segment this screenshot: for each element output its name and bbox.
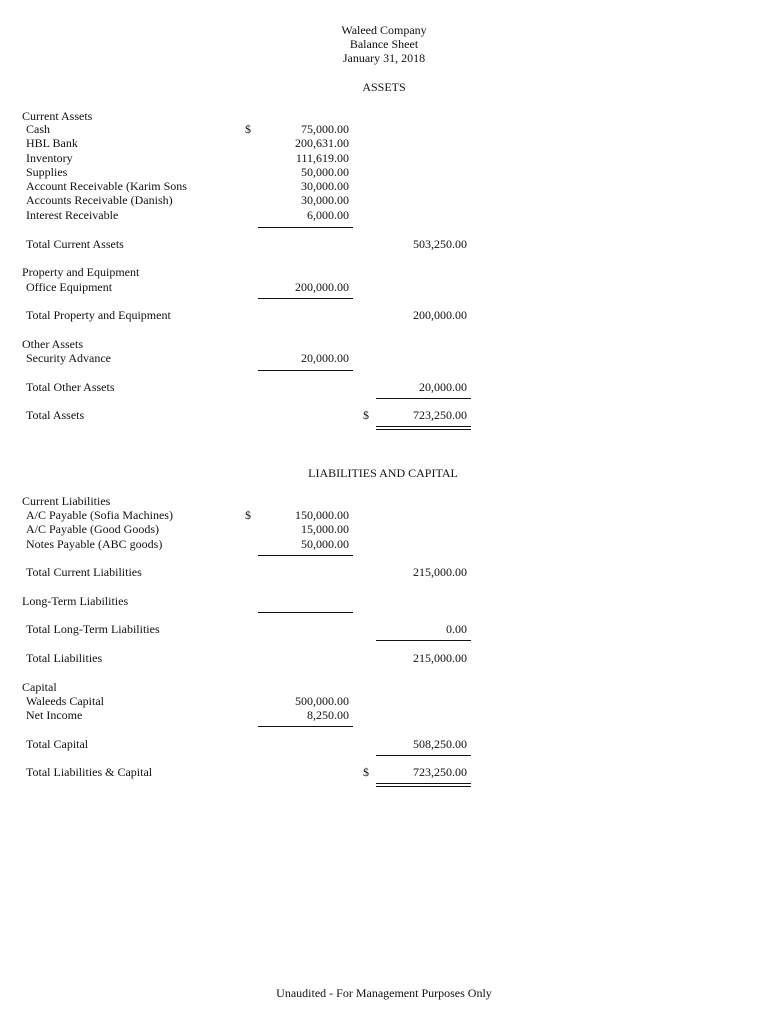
subtotal-rule <box>258 227 353 228</box>
line-item-label: Notes Payable (ABC goods) <box>26 537 163 551</box>
line-item-label: Cash <box>26 122 50 136</box>
currency-symbol: $ <box>363 408 369 422</box>
subtotal-rule <box>258 726 353 727</box>
total-rule <box>376 755 471 756</box>
total-assets-amount: 723,250.00 <box>413 408 467 422</box>
subtotal-rule <box>258 370 353 371</box>
current-liabilities-title: Current Liabilities <box>22 494 111 508</box>
total-other-assets-label: Total Other Assets <box>26 380 115 394</box>
line-item-label: Net Income <box>26 708 83 722</box>
liabilities-heading: LIABILITIES AND CAPITAL <box>308 466 458 480</box>
line-item-amount: 15,000.00 <box>301 522 349 536</box>
line-item-amount: 6,000.00 <box>307 208 349 222</box>
line-item-amount: 111,619.00 <box>295 151 349 165</box>
line-item-label: HBL Bank <box>26 136 78 150</box>
report-date: January 31, 2018 <box>342 51 426 65</box>
line-item-amount: 50,000.00 <box>301 165 349 179</box>
line-item-label: Inventory <box>26 151 73 165</box>
line-item-label: A/C Payable (Sofia Machines) <box>26 508 173 522</box>
double-rule-bottom <box>376 429 471 430</box>
double-rule-top <box>376 783 471 784</box>
total-current-assets-amount: 503,250.00 <box>413 237 467 251</box>
line-item-label: Office Equipment <box>26 280 113 294</box>
line-item-label: Interest Receivable <box>26 208 119 222</box>
currency-symbol: $ <box>245 508 251 522</box>
current-assets-title: Current Assets <box>22 109 93 123</box>
line-item-amount: 200,000.00 <box>295 280 349 294</box>
total-property-amount: 200,000.00 <box>413 308 467 322</box>
other-assets-title: Other Assets <box>22 337 83 351</box>
line-item-label: Supplies <box>26 165 68 179</box>
total-long-term-amount: 0.00 <box>446 622 467 636</box>
total-rule <box>376 640 471 641</box>
line-item-amount: 30,000.00 <box>301 179 349 193</box>
line-item-label: A/C Payable (Good Goods) <box>26 522 159 536</box>
total-liabilities-capital-label: Total Liabilities & Capital <box>26 765 153 779</box>
property-title: Property and Equipment <box>22 265 140 279</box>
capital-title: Capital <box>22 680 57 694</box>
total-current-assets-label: Total Current Assets <box>26 237 124 251</box>
subtotal-rule <box>258 298 353 299</box>
line-item-amount: 30,000.00 <box>301 193 349 207</box>
total-current-liabilities-amount: 215,000.00 <box>413 565 467 579</box>
line-item-amount: 75,000.00 <box>301 122 349 136</box>
line-item-amount: 8,250.00 <box>307 708 349 722</box>
line-item-amount: 50,000.00 <box>301 537 349 551</box>
total-property-label: Total Property and Equipment <box>26 308 171 322</box>
line-item-amount: 20,000.00 <box>301 351 349 365</box>
currency-symbol: $ <box>245 122 251 136</box>
report-title: Balance Sheet <box>349 37 419 51</box>
line-item-label: Accounts Receivable (Danish) <box>26 193 173 207</box>
total-capital-label: Total Capital <box>26 737 89 751</box>
total-liabilities-label: Total Liabilities <box>26 651 103 665</box>
line-item-amount: 200,631.00 <box>295 136 349 150</box>
line-item-label: Account Receivable (Karim Sons <box>26 179 187 193</box>
footer-note: Unaudited - For Management Purposes Only <box>276 986 492 1000</box>
total-assets-label: Total Assets <box>26 408 85 422</box>
total-rule <box>376 398 471 399</box>
currency-symbol: $ <box>363 765 369 779</box>
total-current-liabilities-label: Total Current Liabilities <box>26 565 142 579</box>
total-other-assets-amount: 20,000.00 <box>419 380 467 394</box>
line-item-amount: 500,000.00 <box>295 694 349 708</box>
line-item-label: Waleeds Capital <box>26 694 105 708</box>
subtotal-rule <box>258 612 353 613</box>
total-liabilities-amount: 215,000.00 <box>413 651 467 665</box>
double-rule-top <box>376 426 471 427</box>
company-name: Waleed Company <box>341 23 427 37</box>
total-long-term-label: Total Long-Term Liabilities <box>26 622 160 636</box>
double-rule-bottom <box>376 786 471 787</box>
total-liabilities-capital-amount: 723,250.00 <box>413 765 467 779</box>
line-item-label: Security Advance <box>26 351 111 365</box>
long-term-liabilities-title: Long-Term Liabilities <box>22 594 129 608</box>
subtotal-rule <box>258 555 353 556</box>
total-capital-amount: 508,250.00 <box>413 737 467 751</box>
assets-heading: ASSETS <box>362 80 406 94</box>
line-item-amount: 150,000.00 <box>295 508 349 522</box>
